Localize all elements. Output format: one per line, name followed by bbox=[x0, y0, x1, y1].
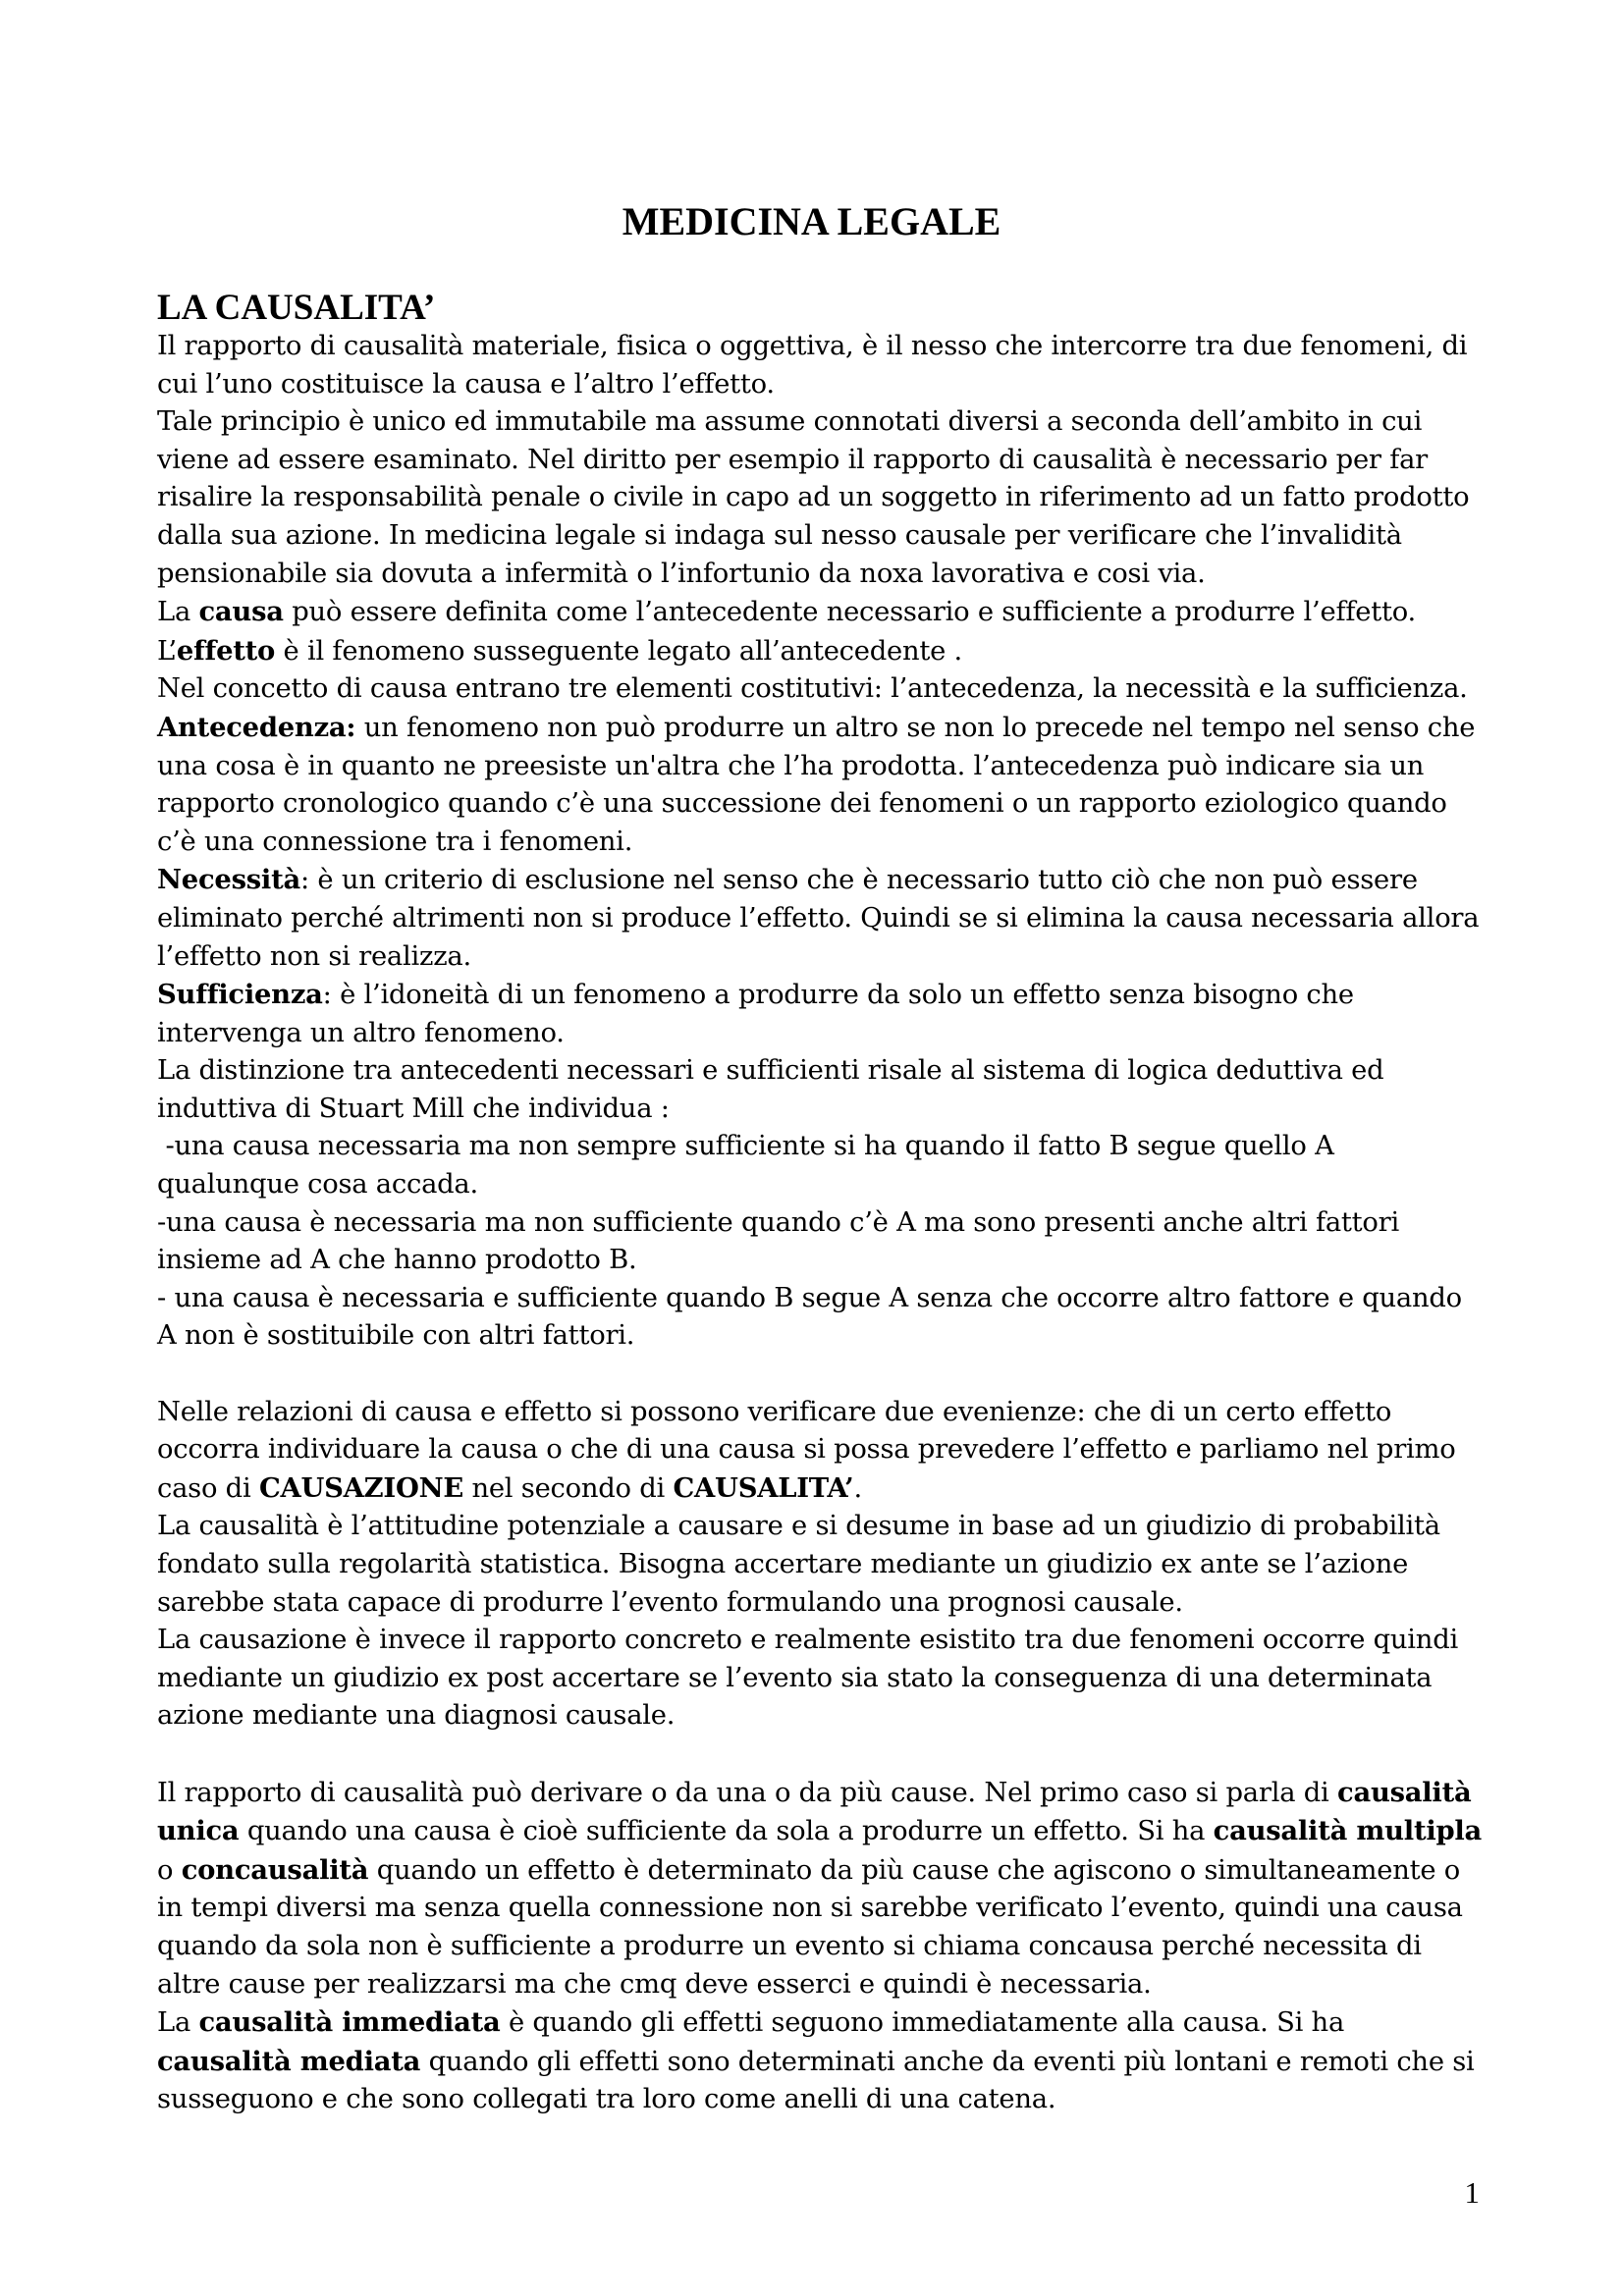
paragraph: La causazione è invece il rapporto concreto e realmente esistito tra due fenomeni occorre quindi mediante un giudizio ex post accertare se l’evento sia stato la conseguenza di una determinata azione mediante una diagnosi causale. bbox=[157, 1625, 1458, 1732]
bold-term-causalita-immediata: causalità immediata bbox=[198, 2006, 501, 2039]
paragraph: La causalità è l’attitudine potenziale a causare e si desume in base ad un giudizio di probabilità fondato sulla regolarità statistica. Bisogna accertare mediante un giudizio ex ante se l’azione sarebbe stata capace di produrre l’evento formulando una prognosi causale. bbox=[157, 1511, 1440, 1618]
paragraph-spacer bbox=[157, 1356, 1483, 1394]
text-run: quando un effetto è determinato da più cause che agiscono o simultaneamente o in tempi diversi ma senza quella connessione non si sarebbe verificato l’evento, quindi una causa quando da sola non è sufficiente a produrre un evento si chiama concausa perché necessita di altre cause per realizzarsi ma che cmq deve esserci e quindi è necessaria. bbox=[157, 1854, 1463, 2000]
bold-term-effetto: effetto bbox=[176, 634, 276, 667]
bold-term-causa: causa bbox=[198, 596, 284, 628]
paragraph-spacer bbox=[157, 1735, 1483, 1774]
list-item: -una causa necessaria ma non sempre sufficiente si ha quando il fatto B segue quello A qualunque cosa accada. bbox=[157, 1131, 1343, 1201]
section-heading: LA CAUSALITA’ bbox=[157, 288, 436, 328]
paragraph-causalita-immediata bbox=[157, 2003, 1483, 2119]
list-item: -una causa è necessaria ma non sufficiente quando c’è A ma sono presenti anche altri fattori insieme ad A che hanno prodotto B. bbox=[157, 1206, 1400, 1276]
text-run: può essere definita come l’antecedente necessario e sufficiente a produrre l’effetto. bbox=[283, 597, 1416, 628]
text-run: o bbox=[157, 1854, 182, 1886]
body-text bbox=[157, 328, 1483, 2119]
paragraph-causa-definition bbox=[157, 593, 1483, 632]
text-run: Il rapporto di causalità può derivare o da una o da più cause. Nel primo caso si parla di bbox=[157, 1777, 1338, 1808]
text-run: La bbox=[157, 2007, 199, 2039]
bold-term-causazione: CAUSAZIONE bbox=[258, 1471, 463, 1504]
bold-term-concausalita: concausalità bbox=[181, 1853, 369, 1886]
paragraph-causalita-types bbox=[157, 1774, 1483, 2004]
paragraph-causazione bbox=[157, 1394, 1483, 1509]
bold-term-antecedenza: Antecedenza: bbox=[157, 711, 356, 743]
document-title: MEDICINA LEGALE bbox=[622, 199, 1001, 243]
text-run: . bbox=[853, 1472, 862, 1504]
list-item: - una causa è necessaria e sufficiente quando B segue A senza che occorre altro fattore e quando A non è sostituibile con altri fattori. bbox=[157, 1282, 1462, 1352]
paragraph-effetto-definition bbox=[157, 632, 1483, 671]
paragraph: La distinzione tra antecedenti necessari e sufficienti risale al sistema di logica deduttiva ed induttiva di Stuart Mill che individua : bbox=[157, 1055, 1384, 1124]
bold-term-causalita-unica: causalità unica bbox=[157, 1776, 1472, 1847]
paragraph-necessita bbox=[157, 861, 1483, 976]
page-number: 1 bbox=[1464, 2175, 1480, 2210]
text-run: Nelle relazioni di causa e effetto si possono verificare due evenienze: che di un certo effetto occorra individuare la causa o che di una causa si possa prevedere l’effetto e parliamo nel primo caso di bbox=[157, 1396, 1456, 1504]
paragraph: Tale principio è unico ed immutabile ma assume connotati diversi a seconda dell’ambito in cui viene ad essere esaminato. Nel diritto per esempio il rapporto di causalità è necessario per far risalire la responsabilità penale o civile in capo ad un soggetto in riferimento ad un fatto prodotto dalla sua azione. In medicina legale si indaga sul nesso causale per verificare che l’invalidità pensionabile sia dovuta a infermità o l’infortunio da noxa lavorativa e cosi via. bbox=[157, 406, 1470, 589]
text-run: un fenomeno non può produrre un altro se non lo precede nel tempo nel senso che una cosa è in quanto ne preesiste un'altra che l’ha prodotta. l’antecedenza può indicare sia un rapporto cronologico quando c’è una successione dei fenomeni o un rapporto eziologico quando c’è una connessione tra i fenomeni. bbox=[157, 712, 1476, 857]
text-run: : è l’idoneità di un fenomeno a produrre da solo un effetto senza bisogno che intervenga un altro fenomeno. bbox=[157, 980, 1354, 1048]
bold-term-necessita: Necessità bbox=[157, 864, 300, 896]
bold-term-causalita: CAUSALITA’ bbox=[673, 1471, 854, 1504]
text-run: L’ bbox=[157, 635, 177, 667]
text-run: nel secondo di bbox=[463, 1472, 674, 1504]
text-run: è quando gli effetti seguono immediatamente alla causa. Si ha bbox=[500, 2007, 1345, 2039]
text-run: La bbox=[157, 597, 199, 628]
text-run: quando una causa è cioè sufficiente da sola a produrre un effetto. Si ha bbox=[239, 1816, 1214, 1847]
paragraph-antecedenza bbox=[157, 709, 1483, 861]
paragraph: Nel concetto di causa entrano tre elementi costitutivi: l’antecedenza, la necessità e la sufficienza. bbox=[157, 673, 1468, 705]
text-run: quando gli effetti sono determinati anche da eventi più lontani e remoti che si susseguono e che sono collegati tra loro come anelli di una catena. bbox=[157, 2046, 1475, 2115]
text-run: è il fenomeno susseguente legato all’antecedente . bbox=[275, 635, 962, 667]
bold-term-causalita-multipla: causalità multipla bbox=[1213, 1815, 1483, 1847]
bold-term-sufficienza: Sufficienza bbox=[157, 979, 323, 1011]
paragraph: Il rapporto di causalità materiale, fisica o oggettiva, è il nesso che intercorre tra due fenomeni, di cui l’uno costituisce la causa e l’altro l’effetto. bbox=[157, 331, 1468, 400]
text-run: : è un criterio di esclusione nel senso che è necessario tutto ciò che non può essere eliminato perché altrimenti non si produce l’effetto. Quindi se si elimina la causa necessaria allora l’effetto non si realizza. bbox=[157, 865, 1480, 972]
bold-term-causalita-mediata: causalità mediata bbox=[157, 2045, 421, 2077]
paragraph-sufficienza bbox=[157, 976, 1483, 1052]
